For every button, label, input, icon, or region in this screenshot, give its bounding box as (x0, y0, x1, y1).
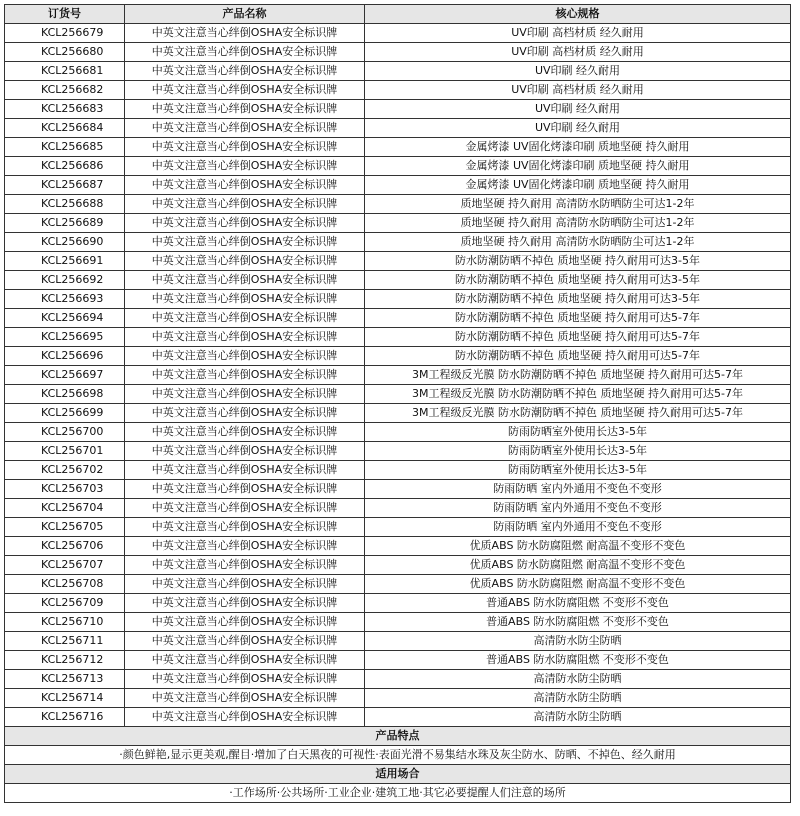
order-number-cell: KCL256713 (5, 670, 125, 689)
product-name-cell: 中英文注意当心绊倒OSHA安全标识牌 (125, 195, 365, 214)
order-number-cell: KCL256710 (5, 613, 125, 632)
table-row (5, 81, 791, 100)
header-product-name: 产品名称 (125, 5, 365, 24)
product-name-cell: 中英文注意当心绊倒OSHA安全标识牌 (125, 404, 365, 423)
table-row (5, 328, 791, 347)
features-title: 产品特点 (5, 727, 791, 746)
table-row (5, 404, 791, 423)
core-spec-cell: 金属烤漆 UV固化烤漆印刷 质地坚硬 持久耐用 (365, 138, 791, 157)
table-row (5, 271, 791, 290)
order-number-cell: KCL256709 (5, 594, 125, 613)
product-name-cell: 中英文注意当心绊倒OSHA安全标识牌 (125, 613, 365, 632)
product-name-cell: 中英文注意当心绊倒OSHA安全标识牌 (125, 290, 365, 309)
order-number-cell: KCL256692 (5, 271, 125, 290)
order-number-cell: KCL256695 (5, 328, 125, 347)
core-spec-cell: 防水防潮防晒不掉色 质地坚硬 持久耐用可达5-7年 (365, 347, 791, 366)
product-name-cell: 中英文注意当心绊倒OSHA安全标识牌 (125, 347, 365, 366)
header-core-spec: 核心规格 (365, 5, 791, 24)
core-spec-cell: 金属烤漆 UV固化烤漆印刷 质地坚硬 持久耐用 (365, 176, 791, 195)
table-row (5, 290, 791, 309)
table-row (5, 195, 791, 214)
table-row (5, 119, 791, 138)
table-row (5, 632, 791, 651)
core-spec-cell: 防雨防晒室外使用长达3-5年 (365, 461, 791, 480)
product-name-cell: 中英文注意当心绊倒OSHA安全标识牌 (125, 81, 365, 100)
occasions-text: ·工作场所·公共场所·工业企业·建筑工地·其它必要提醒人们注意的场所 (5, 784, 791, 803)
order-number-cell: KCL256699 (5, 404, 125, 423)
table-row (5, 423, 791, 442)
core-spec-cell: 金属烤漆 UV固化烤漆印刷 质地坚硬 持久耐用 (365, 157, 791, 176)
order-number-cell: KCL256690 (5, 233, 125, 252)
table-row (5, 252, 791, 271)
core-spec-cell: UV印刷 经久耐用 (365, 100, 791, 119)
core-spec-cell: 高清防水防尘防晒 (365, 708, 791, 727)
product-name-cell: 中英文注意当心绊倒OSHA安全标识牌 (125, 385, 365, 404)
header-order-number: 订货号 (5, 5, 125, 24)
product-name-cell: 中英文注意当心绊倒OSHA安全标识牌 (125, 594, 365, 613)
order-number-cell: KCL256708 (5, 575, 125, 594)
product-name-cell: 中英文注意当心绊倒OSHA安全标识牌 (125, 138, 365, 157)
product-name-cell: 中英文注意当心绊倒OSHA安全标识牌 (125, 176, 365, 195)
order-number-cell: KCL256689 (5, 214, 125, 233)
table-row (5, 461, 791, 480)
product-table (4, 4, 791, 803)
product-name-cell: 中英文注意当心绊倒OSHA安全标识牌 (125, 366, 365, 385)
core-spec-cell: 高清防水防尘防晒 (365, 670, 791, 689)
table-row (5, 233, 791, 252)
order-number-cell: KCL256684 (5, 119, 125, 138)
order-number-cell: KCL256688 (5, 195, 125, 214)
core-spec-cell: 防雨防晒室外使用长达3-5年 (365, 442, 791, 461)
table-row (5, 670, 791, 689)
product-name-cell: 中英文注意当心绊倒OSHA安全标识牌 (125, 670, 365, 689)
core-spec-cell: 优质ABS 防水防腐阻燃 耐高温不变形不变色 (365, 575, 791, 594)
order-number-cell: KCL256700 (5, 423, 125, 442)
order-number-cell: KCL256712 (5, 651, 125, 670)
features-text: ·颜色鲜艳,显示更美观,醒目·增加了白天黑夜的可视性·表面光滑不易集结水珠及灰尘防水、防晒、不掉色、经久耐用 (5, 746, 791, 765)
product-spec-sheet (4, 4, 790, 803)
order-number-cell: KCL256701 (5, 442, 125, 461)
order-number-cell: KCL256697 (5, 366, 125, 385)
product-name-cell: 中英文注意当心绊倒OSHA安全标识牌 (125, 309, 365, 328)
table-row (5, 366, 791, 385)
product-name-cell: 中英文注意当心绊倒OSHA安全标识牌 (125, 461, 365, 480)
product-name-cell: 中英文注意当心绊倒OSHA安全标识牌 (125, 214, 365, 233)
features-text-row (5, 746, 791, 765)
features-title-row (5, 727, 791, 746)
order-number-cell: KCL256681 (5, 62, 125, 81)
core-spec-cell: 防水防潮防晒不掉色 质地坚硬 持久耐用可达3-5年 (365, 252, 791, 271)
product-name-cell: 中英文注意当心绊倒OSHA安全标识牌 (125, 556, 365, 575)
product-name-cell: 中英文注意当心绊倒OSHA安全标识牌 (125, 271, 365, 290)
table-row (5, 708, 791, 727)
occasions-title-row (5, 765, 791, 784)
table-row (5, 499, 791, 518)
order-number-cell: KCL256691 (5, 252, 125, 271)
order-number-cell: KCL256685 (5, 138, 125, 157)
product-name-cell: 中英文注意当心绊倒OSHA安全标识牌 (125, 442, 365, 461)
core-spec-cell: UV印刷 高档材质 经久耐用 (365, 81, 791, 100)
table-row (5, 442, 791, 461)
table-row (5, 575, 791, 594)
core-spec-cell: 防雨防晒 室内外通用不变色不变形 (365, 480, 791, 499)
core-spec-cell: 普通ABS 防水防腐阻燃 不变形不变色 (365, 651, 791, 670)
core-spec-cell: 防水防潮防晒不掉色 质地坚硬 持久耐用可达5-7年 (365, 309, 791, 328)
product-name-cell: 中英文注意当心绊倒OSHA安全标识牌 (125, 252, 365, 271)
order-number-cell: KCL256694 (5, 309, 125, 328)
product-name-cell: 中英文注意当心绊倒OSHA安全标识牌 (125, 689, 365, 708)
product-name-cell: 中英文注意当心绊倒OSHA安全标识牌 (125, 24, 365, 43)
product-name-cell: 中英文注意当心绊倒OSHA安全标识牌 (125, 119, 365, 138)
core-spec-cell: 防水防潮防晒不掉色 质地坚硬 持久耐用可达3-5年 (365, 290, 791, 309)
order-number-cell: KCL256686 (5, 157, 125, 176)
product-name-cell: 中英文注意当心绊倒OSHA安全标识牌 (125, 708, 365, 727)
product-name-cell: 中英文注意当心绊倒OSHA安全标识牌 (125, 328, 365, 347)
core-spec-cell: 防雨防晒 室内外通用不变色不变形 (365, 518, 791, 537)
order-number-cell: KCL256680 (5, 43, 125, 62)
table-row (5, 176, 791, 195)
table-row (5, 537, 791, 556)
core-spec-cell: 优质ABS 防水防腐阻燃 耐高温不变形不变色 (365, 556, 791, 575)
order-number-cell: KCL256705 (5, 518, 125, 537)
product-name-cell: 中英文注意当心绊倒OSHA安全标识牌 (125, 632, 365, 651)
table-header-row (5, 5, 791, 24)
occasions-text-row (5, 784, 791, 803)
order-number-cell: KCL256687 (5, 176, 125, 195)
core-spec-cell: 质地坚硬 持久耐用 高清防水防晒防尘可达1-2年 (365, 214, 791, 233)
core-spec-cell: 3M工程级反光膜 防水防潮防晒不掉色 质地坚硬 持久耐用可达5-7年 (365, 404, 791, 423)
order-number-cell: KCL256693 (5, 290, 125, 309)
product-name-cell: 中英文注意当心绊倒OSHA安全标识牌 (125, 518, 365, 537)
core-spec-cell: 质地坚硬 持久耐用 高清防水防晒防尘可达1-2年 (365, 233, 791, 252)
order-number-cell: KCL256679 (5, 24, 125, 43)
table-row (5, 594, 791, 613)
core-spec-cell: 3M工程级反光膜 防水防潮防晒不掉色 质地坚硬 持久耐用可达5-7年 (365, 385, 791, 404)
table-body (5, 24, 791, 727)
core-spec-cell: 防雨防晒室外使用长达3-5年 (365, 423, 791, 442)
core-spec-cell: UV印刷 经久耐用 (365, 119, 791, 138)
order-number-cell: KCL256703 (5, 480, 125, 499)
product-name-cell: 中英文注意当心绊倒OSHA安全标识牌 (125, 575, 365, 594)
order-number-cell: KCL256707 (5, 556, 125, 575)
product-name-cell: 中英文注意当心绊倒OSHA安全标识牌 (125, 499, 365, 518)
table-row (5, 518, 791, 537)
product-name-cell: 中英文注意当心绊倒OSHA安全标识牌 (125, 62, 365, 81)
table-row (5, 651, 791, 670)
order-number-cell: KCL256698 (5, 385, 125, 404)
occasions-title: 适用场合 (5, 765, 791, 784)
product-name-cell: 中英文注意当心绊倒OSHA安全标识牌 (125, 480, 365, 499)
table-row (5, 43, 791, 62)
order-number-cell: KCL256682 (5, 81, 125, 100)
table-row (5, 62, 791, 81)
table-row (5, 480, 791, 499)
table-row (5, 157, 791, 176)
core-spec-cell: UV印刷 经久耐用 (365, 62, 791, 81)
order-number-cell: KCL256683 (5, 100, 125, 119)
core-spec-cell: UV印刷 高档材质 经久耐用 (365, 43, 791, 62)
core-spec-cell: 普通ABS 防水防腐阻燃 不变形不变色 (365, 613, 791, 632)
core-spec-cell: UV印刷 高档材质 经久耐用 (365, 24, 791, 43)
product-name-cell: 中英文注意当心绊倒OSHA安全标识牌 (125, 233, 365, 252)
order-number-cell: KCL256716 (5, 708, 125, 727)
product-name-cell: 中英文注意当心绊倒OSHA安全标识牌 (125, 537, 365, 556)
core-spec-cell: 优质ABS 防水防腐阻燃 耐高温不变形不变色 (365, 537, 791, 556)
table-row (5, 138, 791, 157)
order-number-cell: KCL256714 (5, 689, 125, 708)
product-name-cell: 中英文注意当心绊倒OSHA安全标识牌 (125, 43, 365, 62)
order-number-cell: KCL256696 (5, 347, 125, 366)
core-spec-cell: 防水防潮防晒不掉色 质地坚硬 持久耐用可达5-7年 (365, 328, 791, 347)
order-number-cell: KCL256706 (5, 537, 125, 556)
core-spec-cell: 高清防水防尘防晒 (365, 632, 791, 651)
table-row (5, 385, 791, 404)
core-spec-cell: 高清防水防尘防晒 (365, 689, 791, 708)
table-row (5, 347, 791, 366)
table-row (5, 214, 791, 233)
order-number-cell: KCL256704 (5, 499, 125, 518)
table-row (5, 613, 791, 632)
product-name-cell: 中英文注意当心绊倒OSHA安全标识牌 (125, 651, 365, 670)
table-row (5, 100, 791, 119)
product-name-cell: 中英文注意当心绊倒OSHA安全标识牌 (125, 100, 365, 119)
core-spec-cell: 3M工程级反光膜 防水防潮防晒不掉色 质地坚硬 持久耐用可达5-7年 (365, 366, 791, 385)
core-spec-cell: 普通ABS 防水防腐阻燃 不变形不变色 (365, 594, 791, 613)
table-row (5, 24, 791, 43)
table-row (5, 309, 791, 328)
order-number-cell: KCL256711 (5, 632, 125, 651)
order-number-cell: KCL256702 (5, 461, 125, 480)
product-name-cell: 中英文注意当心绊倒OSHA安全标识牌 (125, 157, 365, 176)
core-spec-cell: 防雨防晒 室内外通用不变色不变形 (365, 499, 791, 518)
core-spec-cell: 防水防潮防晒不掉色 质地坚硬 持久耐用可达3-5年 (365, 271, 791, 290)
core-spec-cell: 质地坚硬 持久耐用 高清防水防晒防尘可达1-2年 (365, 195, 791, 214)
product-name-cell: 中英文注意当心绊倒OSHA安全标识牌 (125, 423, 365, 442)
table-row (5, 689, 791, 708)
table-row (5, 556, 791, 575)
